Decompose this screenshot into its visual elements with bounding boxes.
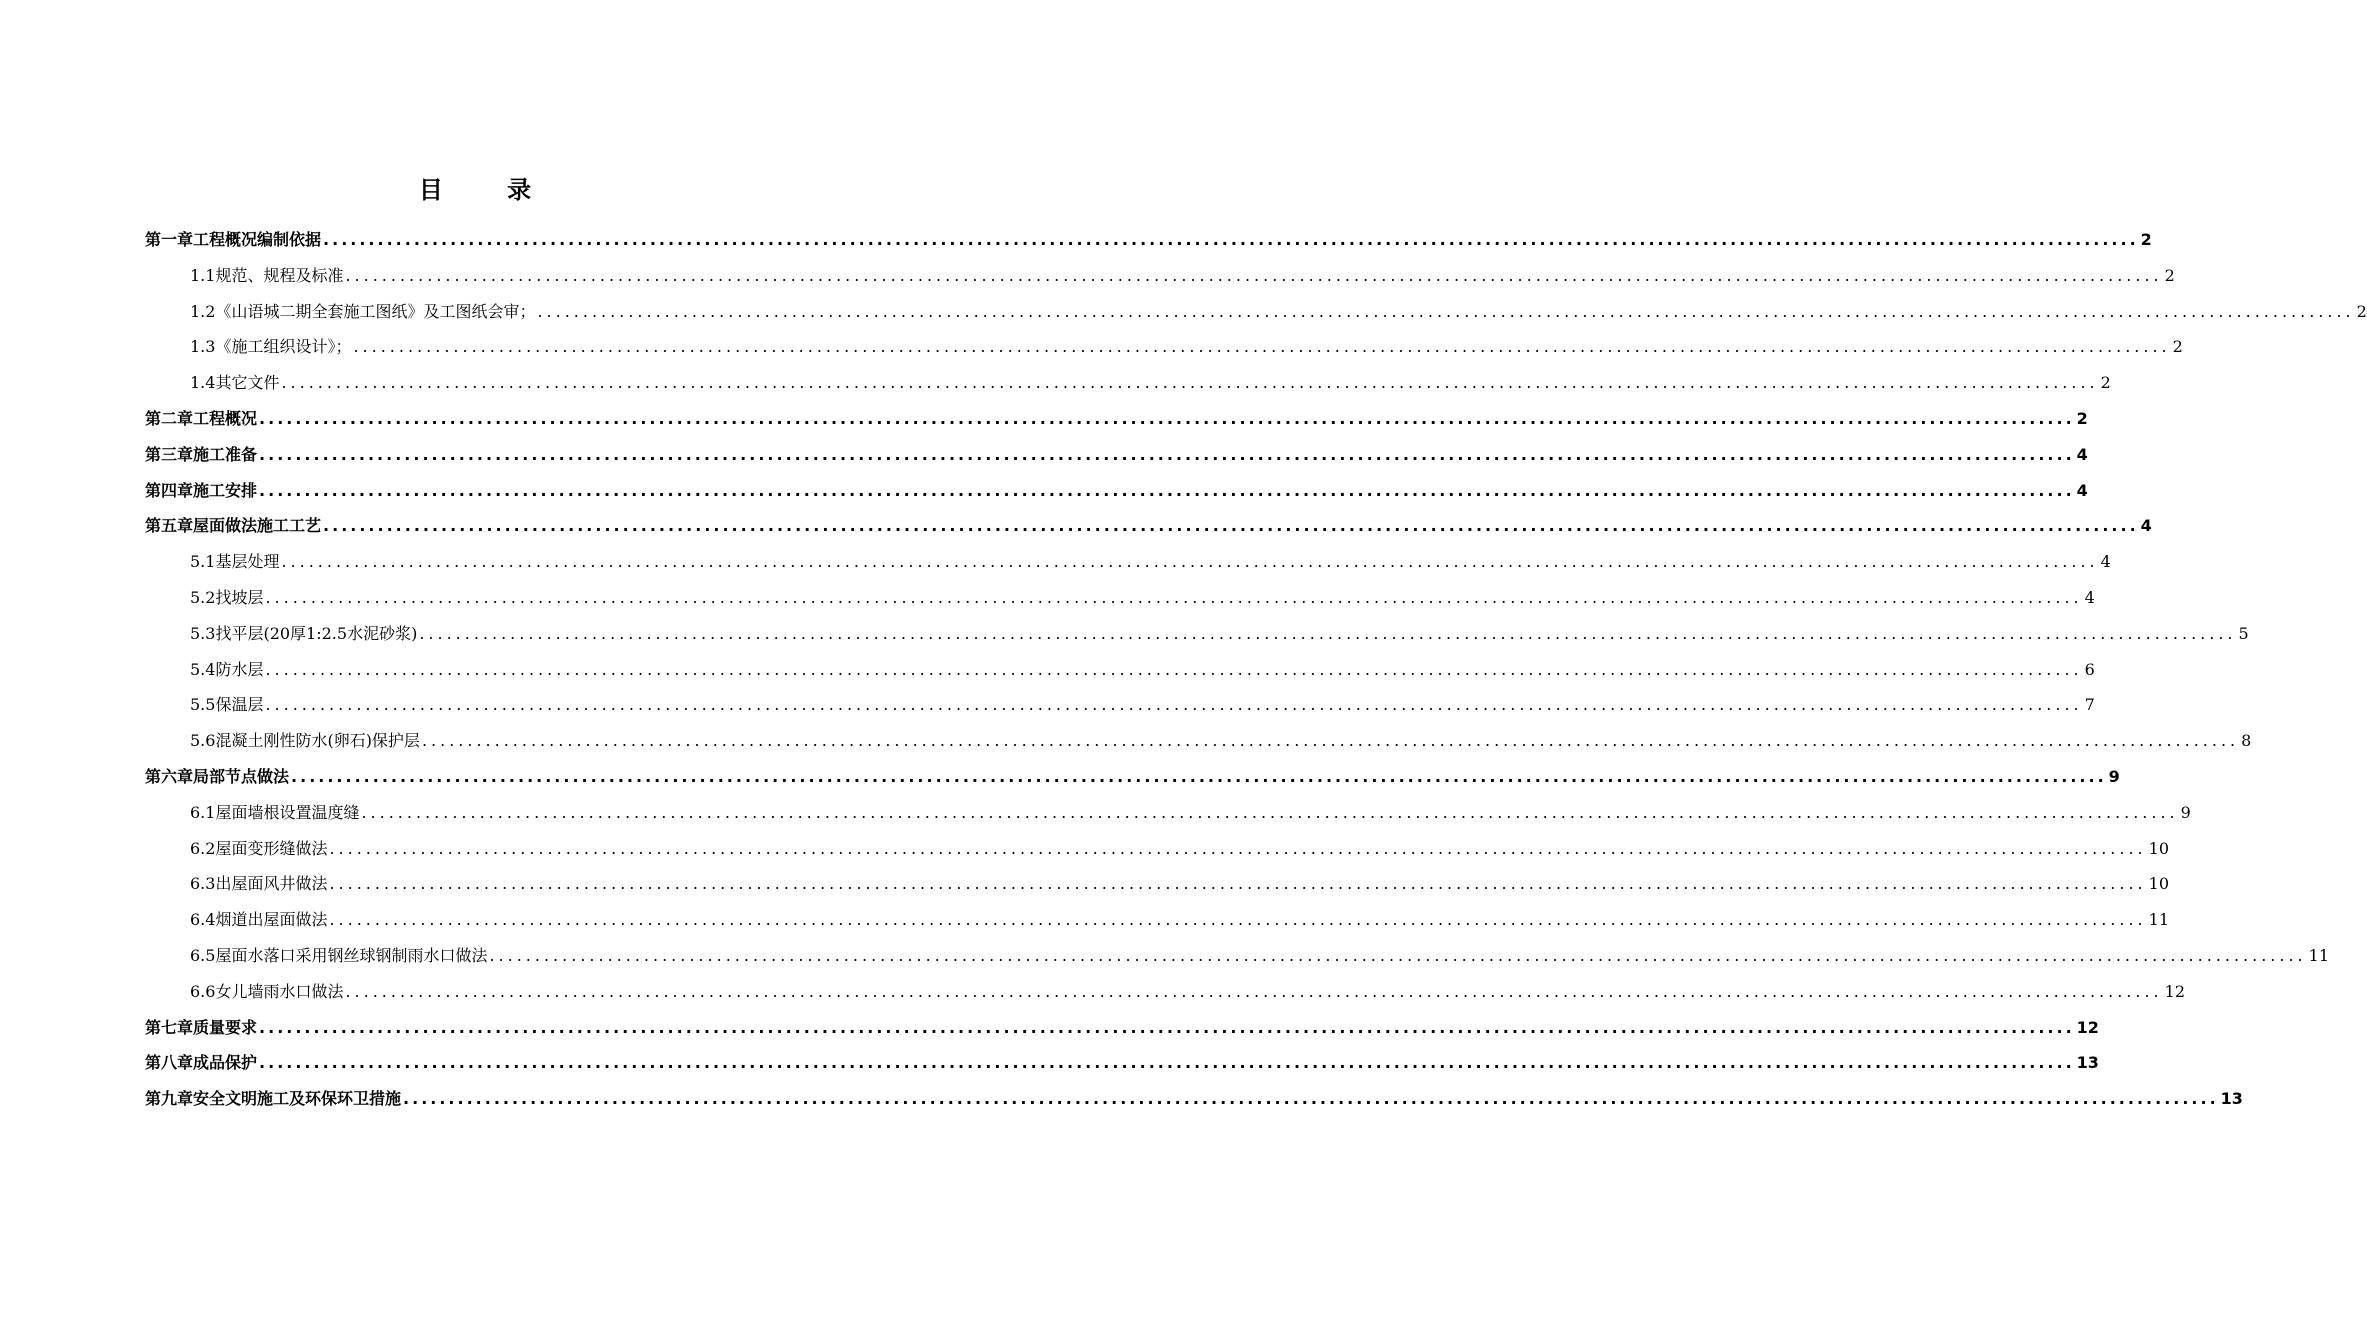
toc-dot-leader: ........................................................................................................................................................................................................ bbox=[419, 623, 2237, 643]
toc-page-number: 11 bbox=[2308, 945, 2329, 965]
toc-dot-leader: ........................................................................................................................................................................................................ bbox=[265, 695, 2083, 715]
toc-dot-leader: ........................................................................................................................................................................................................ bbox=[361, 802, 2179, 822]
toc-entry-title: 施工准备 bbox=[193, 444, 258, 464]
toc-page-number: 4 bbox=[2084, 587, 2095, 607]
toc-entry-title: 5.3找平层(20厚1:2.5水泥砂浆) bbox=[190, 623, 418, 643]
toc-page-number: 12 bbox=[2164, 981, 2185, 1001]
toc-section-entry[interactable] bbox=[145, 974, 2185, 1010]
toc-section-entry[interactable] bbox=[145, 902, 2169, 938]
toc-page-number: 7 bbox=[2084, 695, 2095, 715]
toc-entry-title: 5.2找坡层 bbox=[190, 587, 264, 607]
toc-section-entry[interactable] bbox=[145, 616, 2249, 652]
toc-chapter-number: 第七章 bbox=[145, 1017, 194, 1037]
toc-dot-leader: ........................................................................................................................................................................................................ bbox=[489, 945, 2307, 965]
toc-page-number: 2 bbox=[2100, 373, 2111, 393]
toc-section-entry[interactable] bbox=[145, 580, 2095, 616]
toc-chapter-number: 第三章 bbox=[145, 444, 194, 464]
toc-page-number: 2 bbox=[2356, 301, 2367, 321]
toc-section-entry[interactable] bbox=[145, 365, 2111, 401]
toc-chapter-number: 第五章 bbox=[145, 516, 194, 536]
toc-section-entry[interactable] bbox=[145, 938, 2329, 974]
toc-chapter-entry[interactable] bbox=[145, 1081, 2243, 1117]
toc-entry-title: 工程概况编制依据 bbox=[193, 230, 322, 249]
toc-entry-title: 5.5保温层 bbox=[190, 695, 264, 715]
toc-dot-leader: ........................................................................................................................................................................................................ bbox=[537, 301, 2355, 321]
toc-entry-title: 屋面做法施工工艺 bbox=[193, 516, 322, 536]
toc-entry-title: 安全文明施工及环保环卫措施 bbox=[193, 1089, 402, 1109]
toc-entry-title: 6.2屋面变形缝做法 bbox=[190, 838, 328, 858]
toc-page-number: 2 bbox=[2172, 337, 2183, 357]
toc-dot-leader: ........................................................................................................................................................................................................ bbox=[329, 838, 2147, 858]
toc-entry-title: 5.4防水层 bbox=[190, 659, 264, 679]
toc-page-number: 11 bbox=[2148, 910, 2169, 930]
toc-chapter-entry[interactable] bbox=[145, 759, 2120, 795]
toc-dot-leader: ........................................................................................................................................................................................................ bbox=[259, 480, 2075, 500]
toc-page-number: 4 bbox=[2076, 444, 2088, 464]
toc-page-number: 4 bbox=[2140, 516, 2152, 536]
toc-section-entry[interactable] bbox=[145, 831, 2169, 867]
toc-dot-leader: ........................................................................................................................................................................................................ bbox=[259, 1017, 2075, 1037]
toc-page-number: 13 bbox=[2220, 1089, 2243, 1109]
toc-chapter-entry[interactable] bbox=[145, 1045, 2099, 1081]
toc-section-entry[interactable] bbox=[145, 652, 2095, 688]
toc-chapter-number: 第二章 bbox=[145, 408, 194, 428]
toc-page-number: 4 bbox=[2100, 552, 2111, 572]
toc-dot-leader: ........................................................................................................................................................................................................ bbox=[265, 659, 2083, 679]
toc-entry-title: 6.3出屋面风井做法 bbox=[190, 874, 328, 894]
toc-title: 目 录 bbox=[418, 176, 560, 204]
toc-dot-leader: ........................................................................................................................................................................................................ bbox=[281, 373, 2099, 393]
toc-dot-leader: ........................................................................................................................................................................................................ bbox=[259, 1053, 2075, 1073]
toc-page-number: 10 bbox=[2148, 874, 2169, 894]
toc-entry-title: 5.6混凝土刚性防水(卵石)保护层 bbox=[190, 731, 420, 751]
toc-entry-title: 工程概况 bbox=[193, 408, 258, 428]
toc-section-entry[interactable] bbox=[145, 866, 2169, 902]
toc-entry-title: 1.4其它文件 bbox=[190, 373, 280, 393]
toc-chapter-entry[interactable] bbox=[145, 222, 2152, 258]
toc-dot-leader: ........................................................................................................................................................................................................ bbox=[265, 587, 2083, 607]
toc-section-entry[interactable] bbox=[145, 795, 2191, 831]
toc-page-number: 9 bbox=[2180, 802, 2191, 822]
toc-page-number: 6 bbox=[2084, 659, 2095, 679]
toc-entry-title: 6.1屋面墙根设置温度缝 bbox=[190, 802, 360, 822]
toc-page-number: 2 bbox=[2164, 265, 2175, 285]
toc-chapter-number: 第四章 bbox=[145, 480, 194, 500]
toc-page-number: 13 bbox=[2076, 1053, 2099, 1073]
toc-dot-leader: ........................................................................................................................................................................................................ bbox=[323, 516, 2139, 536]
toc-entry-title: 1.1规范、规程及标准 bbox=[190, 265, 344, 285]
toc-entry-title: 5.1基层处理 bbox=[190, 552, 280, 572]
toc-entry-title: 6.4烟道出屋面做法 bbox=[190, 910, 328, 930]
toc-list bbox=[145, 222, 2367, 1117]
toc-chapter-entry[interactable] bbox=[145, 401, 2088, 437]
toc-entry-title: 局部节点做法 bbox=[193, 766, 290, 786]
toc-entry-title: 施工安排 bbox=[193, 480, 258, 500]
toc-page-number: 2 bbox=[2140, 230, 2152, 249]
toc-section-entry[interactable] bbox=[145, 258, 2175, 294]
toc-section-entry[interactable] bbox=[145, 294, 2367, 330]
toc-dot-leader: ........................................................................................................................................................................................................ bbox=[259, 444, 2075, 464]
toc-page-number: 2 bbox=[2076, 408, 2088, 428]
toc-chapter-entry[interactable] bbox=[145, 437, 2088, 473]
toc-page-number: 10 bbox=[2148, 838, 2169, 858]
toc-page-number: 5 bbox=[2238, 623, 2249, 643]
toc-page-number: 8 bbox=[2241, 731, 2252, 751]
toc-dot-leader: ........................................................................................................................................................................................................ bbox=[329, 910, 2147, 930]
toc-page-number: 9 bbox=[2108, 766, 2120, 786]
toc-chapter-number: 第八章 bbox=[145, 1053, 194, 1073]
toc-dot-leader: ........................................................................................................................................................................................................ bbox=[259, 408, 2075, 428]
toc-entry-title: 6.5屋面水落口采用钢丝球钢制雨水口做法 bbox=[190, 945, 488, 965]
toc-dot-leader: ........................................................................................................................................................................................................ bbox=[345, 981, 2163, 1001]
toc-dot-leader: ........................................................................................................................................................................................................ bbox=[403, 1089, 2219, 1109]
toc-section-entry[interactable] bbox=[145, 544, 2111, 580]
toc-section-entry[interactable] bbox=[145, 723, 2252, 759]
toc-section-entry[interactable] bbox=[145, 329, 2183, 365]
toc-entry-title: 质量要求 bbox=[193, 1017, 258, 1037]
toc-chapter-number: 第六章 bbox=[145, 766, 194, 786]
toc-dot-leader: ........................................................................................................................................................................................................ bbox=[345, 265, 2163, 285]
toc-entry-title: 1.2《山语城二期全套施工图纸》及工图纸会审； bbox=[190, 301, 536, 321]
toc-dot-leader: ........................................................................................................................................................................................................ bbox=[323, 230, 2139, 249]
toc-dot-leader: ........................................................................................................................................................................................................ bbox=[353, 337, 2171, 357]
toc-chapter-entry[interactable] bbox=[145, 1010, 2099, 1046]
toc-entry-title: 1.3《施工组织设计》； bbox=[190, 337, 352, 357]
toc-chapter-entry[interactable] bbox=[145, 508, 2152, 544]
toc-dot-leader: ........................................................................................................................................................................................................ bbox=[281, 552, 2099, 572]
toc-chapter-number: 第一章 bbox=[145, 230, 194, 249]
toc-entry-title: 6.6女儿墙雨水口做法 bbox=[190, 981, 344, 1001]
toc-section-entry[interactable] bbox=[145, 687, 2095, 723]
toc-dot-leader: ........................................................................................................................................................................................................ bbox=[421, 731, 2240, 751]
toc-chapter-number: 第九章 bbox=[145, 1089, 194, 1109]
toc-dot-leader: ........................................................................................................................................................................................................ bbox=[291, 766, 2107, 786]
toc-entry-title: 成品保护 bbox=[193, 1053, 258, 1073]
toc-page-number: 12 bbox=[2076, 1017, 2099, 1037]
toc-dot-leader: ........................................................................................................................................................................................................ bbox=[329, 874, 2147, 894]
toc-page-number: 4 bbox=[2076, 480, 2088, 500]
toc-chapter-entry[interactable] bbox=[145, 473, 2088, 509]
